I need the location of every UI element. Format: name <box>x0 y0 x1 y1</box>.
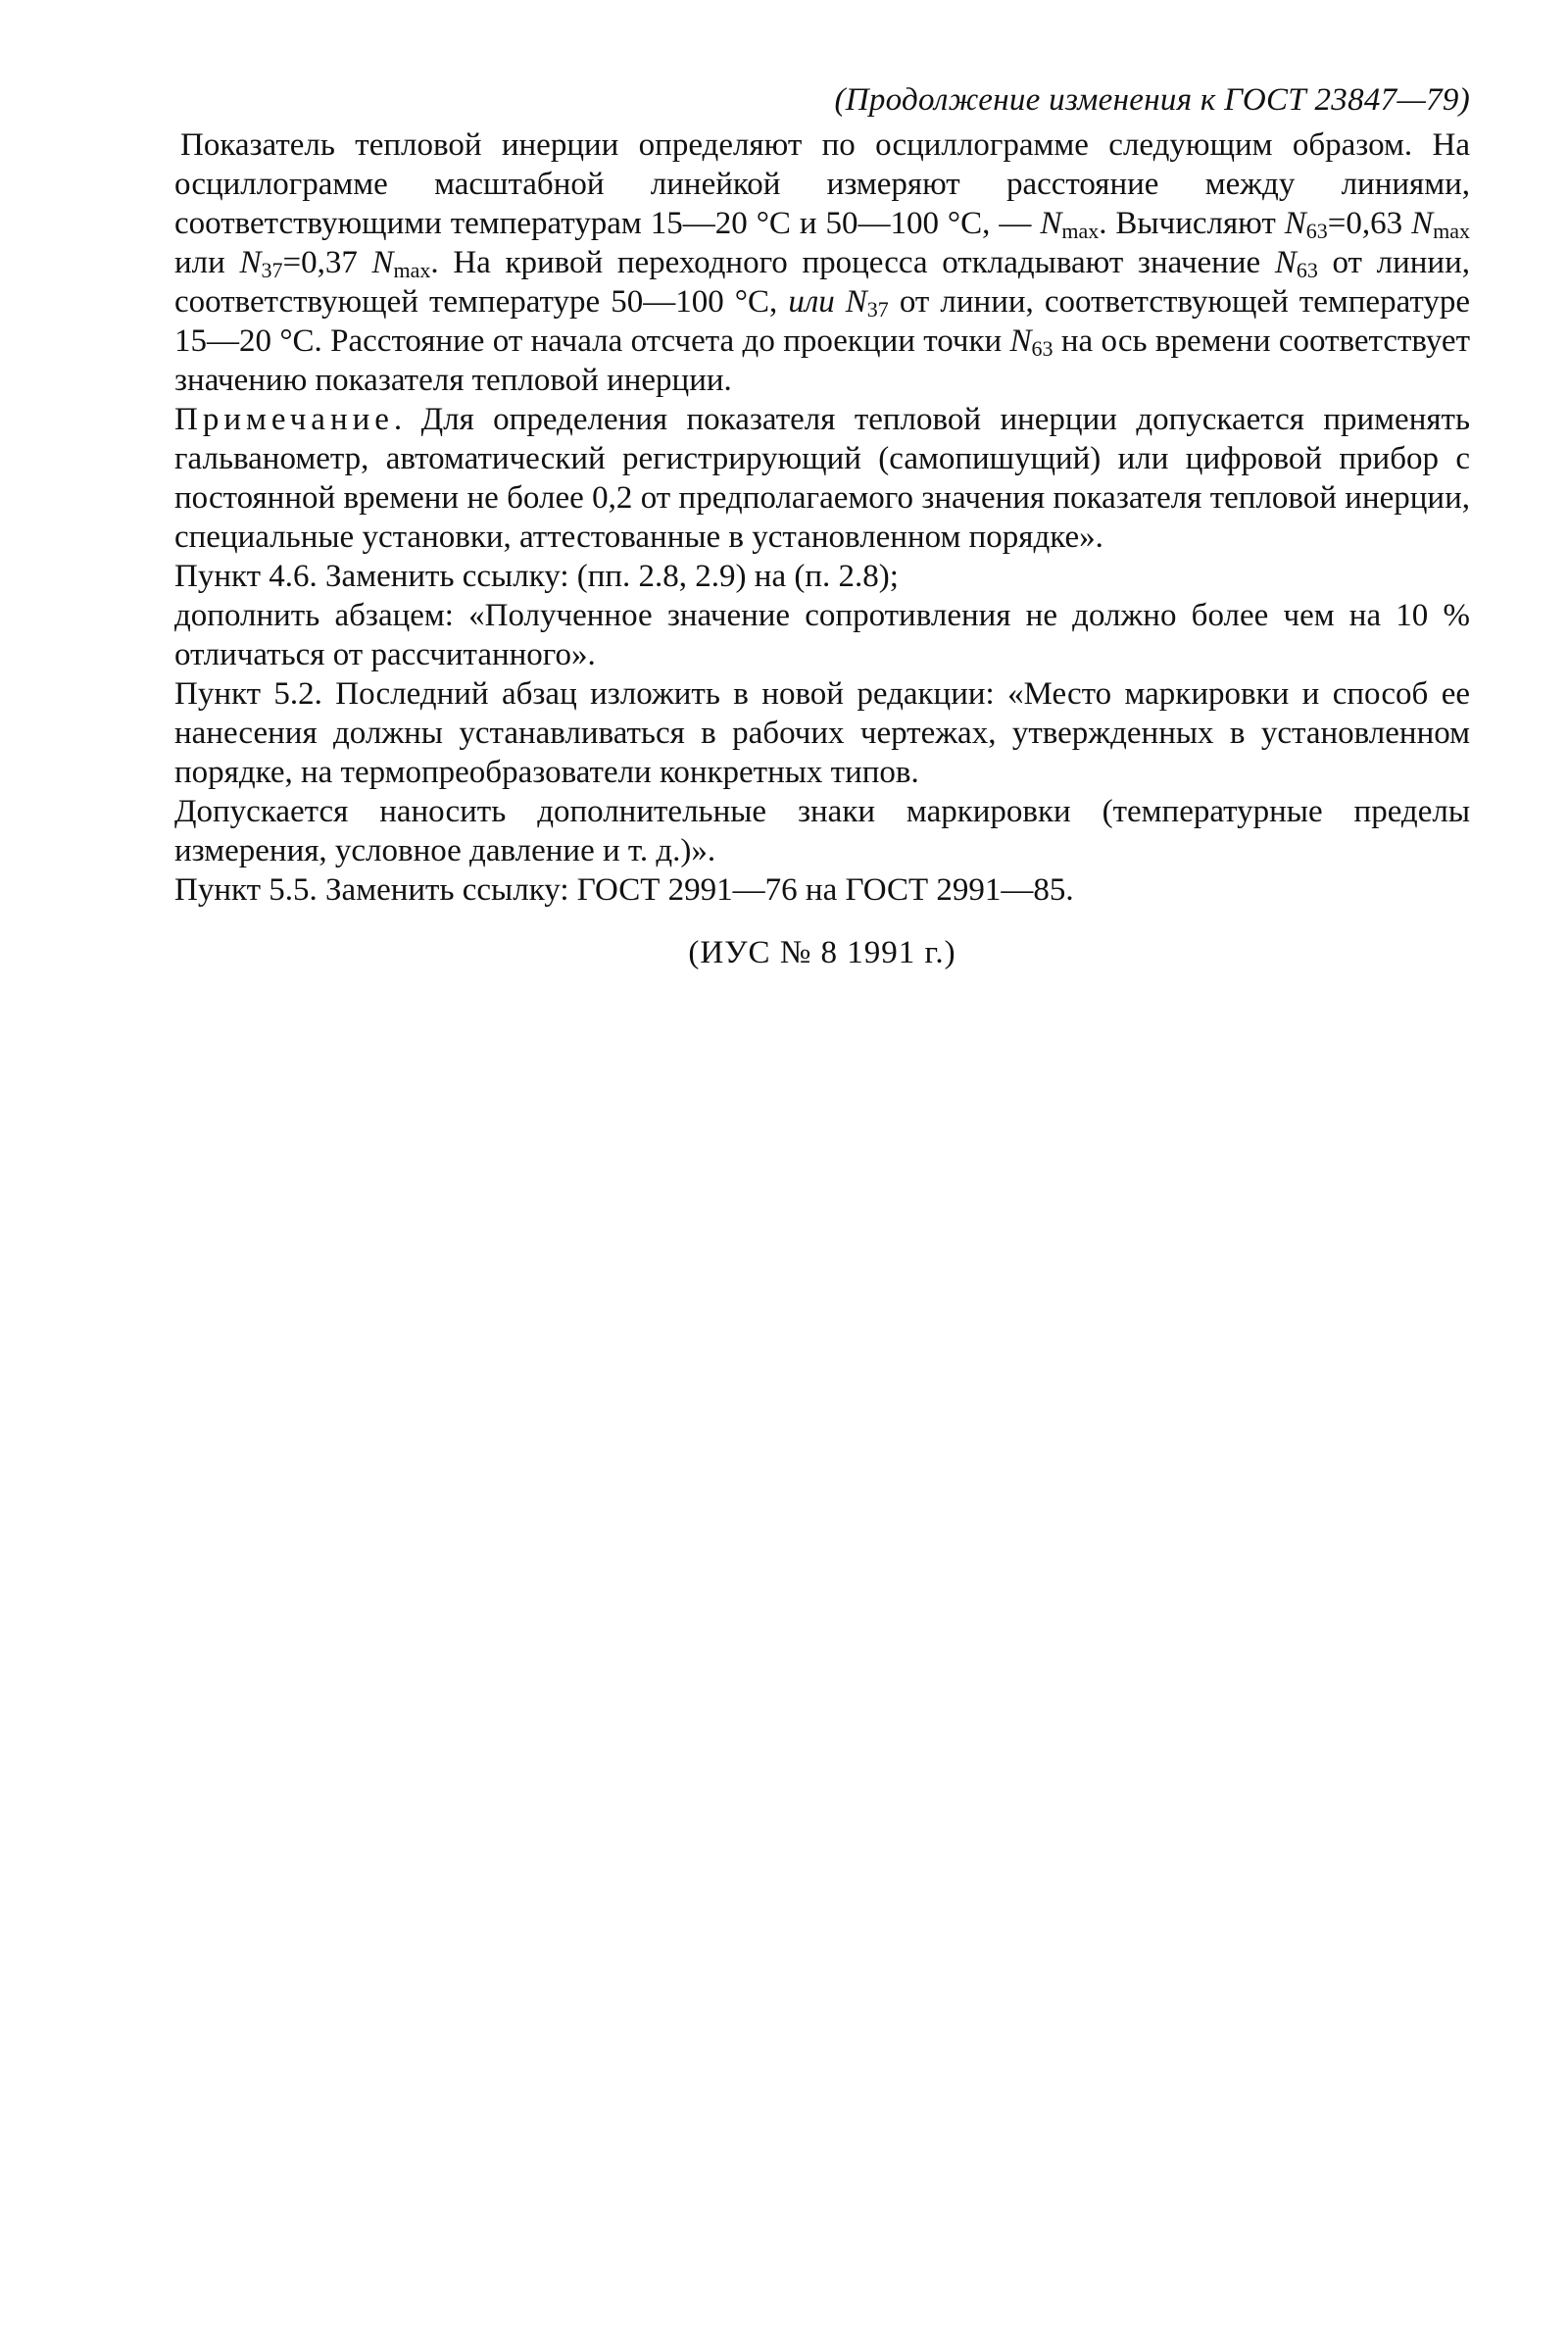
item-4-6-addition-text: дополнить абзацем: «Полученное значение сопротивления не должно более чем на 10 % отличаться от рассчитанного». <box>174 598 1470 672</box>
document-page <box>174 78 1470 974</box>
paragraph-item-4-6 <box>174 557 1470 596</box>
p1-text-f: . На кривой переходного процесса откладывают значение <box>430 245 1275 280</box>
marking-allowed-text: Допускается наносить дополнительные знаки маркировки (температурные пределы измерения, условное давление и т. д.)». <box>174 794 1470 868</box>
ius-reference: (ИУС № 8 1991 г.) <box>688 935 956 970</box>
p1-text-c: =0,63 <box>1327 206 1412 241</box>
p1-text-g: от линии, соответствующей температуре 50—100 °С, <box>174 245 1470 320</box>
n63-symbol-3: N <box>1009 323 1032 359</box>
n37-symbol-1: N <box>239 245 262 280</box>
n37-subscript-2: 37 <box>866 297 889 322</box>
n63-symbol-1: N <box>1284 206 1306 241</box>
item-4-6-text: Пункт 4.6. Заменить ссылку: (пп. 2.8, 2.9) на (п. 2.8); <box>174 559 899 594</box>
paragraph-marking-allowed <box>174 792 1470 870</box>
p1-text-a: Показатель тепловой инерции определяют по осциллограмме следующим образом. На осциллограмме масштабной линейкой измеряют расстояние между линиями, соответствующими температурам 15—20 °С и 50—100 °С, — <box>174 127 1470 241</box>
paragraph-note <box>174 400 1470 557</box>
item-5-5-text: Пункт 5.5. Заменить ссылку: ГОСТ 2991—76 на ГОСТ 2991—85. <box>174 872 1074 908</box>
n-max-subscript-1: max <box>1061 219 1100 243</box>
n37-subscript-1: 37 <box>261 258 283 282</box>
n63-subscript-2: 63 <box>1296 258 1318 282</box>
note-text: . Для определения показателя тепловой инерции допускается применять гальванометр, автоматический регистрирующий (самопишущий) или цифровой прибор с постоянной времени не более 0,2 от предполагаемого значения показателя тепловой инерции, специальные установки, аттестованные в установленном порядке». <box>174 402 1470 555</box>
paragraph-item-4-6-addition <box>174 596 1470 674</box>
n-max-symbol-2: N <box>1411 206 1434 241</box>
paragraph-thermal-inertia <box>174 125 1470 400</box>
paragraph-item-5-2 <box>174 674 1470 792</box>
paragraph-item-5-5 <box>174 870 1470 910</box>
n-max-symbol-1: N <box>1040 206 1062 241</box>
n-max-subscript-3: max <box>393 258 431 282</box>
n-max-subscript-2: max <box>1433 219 1470 243</box>
p1-text-i: от линии, соответствующей температуре 15—20 °С. Расстояние от начала отсчета до проекции точки <box>174 284 1470 359</box>
p1-text-b: . Вычисляют <box>1099 206 1285 241</box>
n63-subscript-3: 63 <box>1031 336 1054 361</box>
n63-symbol-2: N <box>1274 245 1297 280</box>
n-max-symbol-3: N <box>371 245 394 280</box>
p1-italic-ili: или <box>788 284 846 320</box>
p1-text-e: =0,37 <box>282 245 372 280</box>
n37-symbol-2: N <box>845 284 867 320</box>
p1-text-j: на ось времени соответствует значению показателя тепловой инерции. <box>174 323 1470 398</box>
n63-subscript-1: 63 <box>1305 219 1328 243</box>
page-header: (Продолжение изменения к ГОСТ 23847—79) <box>834 82 1470 118</box>
note-label: Примечание <box>174 402 394 437</box>
p1-text-d: или <box>174 245 240 280</box>
item-5-2-text: Пункт 5.2. Последний абзац изложить в новой редакции: «Место маркировки и способ ее нанесения должны устанавливаться в рабочих чертежах, утвержденных в установленном порядке, на термопреобразователи конкретных типов. <box>174 676 1470 790</box>
